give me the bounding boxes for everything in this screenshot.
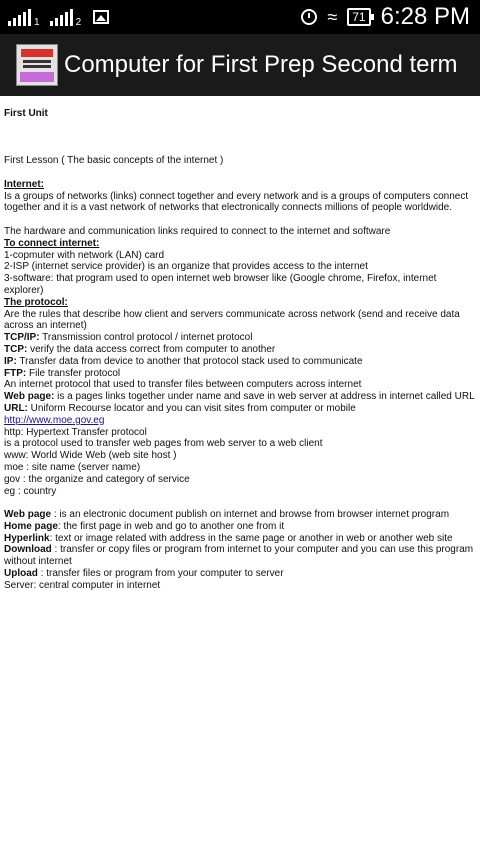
definition-text: : transfer or copy files or program from internet to your computer and you can use this program without internet (4, 544, 474, 568)
list-item: gov : the organize and category of service (4, 473, 190, 485)
definition-term: Hyperlink (4, 532, 50, 544)
list-item: eg : country (4, 485, 57, 497)
definition-line (4, 344, 476, 356)
wifi-icon: ≈ (327, 7, 338, 27)
definition-text: : the first page in web and go to another one from it (57, 520, 285, 532)
internet-heading: Internet: (4, 178, 44, 190)
list-item: moe : site name (server name) (4, 461, 141, 473)
definition-term: IP: (4, 355, 17, 367)
definition-term: Web page (4, 509, 52, 521)
definition-line (4, 368, 476, 380)
definition-line (4, 403, 476, 415)
list-item: 1-copmuter with network (LAN) card (4, 249, 165, 261)
app-logo-icon[interactable] (16, 44, 58, 86)
definition-text: Transmission control protocol / internet protocol (39, 332, 253, 344)
sim2-label: 2 (75, 16, 82, 28)
list-item: 3-software: that program used to open internet web browser like (Google chrome, Firefox, internet explorer) (4, 273, 437, 296)
definition-text: verify the data access correct from computer to another (27, 343, 276, 355)
moe-link[interactable]: http://www.moe.gov.eg (4, 414, 105, 426)
definition-term: Home page (4, 520, 58, 532)
clock-time: 6:28 PM (380, 3, 470, 30)
battery-icon: 71 (347, 8, 370, 26)
definition-text: Uniform Recourse locator and you can visit sites from computer or mobile (27, 402, 356, 414)
sim1-label: 1 (34, 16, 40, 28)
definition-line (4, 356, 476, 368)
definition-term: FTP: (4, 367, 27, 379)
connect-heading: To connect internet: (4, 237, 100, 249)
lesson-title: First Lesson ( The basic concepts of the internet ) (4, 155, 224, 167)
definition-term: TCP: (4, 343, 28, 355)
definition-text: : transfer files or program from your computer to server (37, 568, 284, 580)
image-notification-icon (93, 10, 109, 24)
protocol-definition: Are the rules that describe how client and servers communicate across network (send and receive data across an internet) (4, 308, 460, 332)
definition-text: : is an electronic document publish on internet and browse from browser internet program (51, 509, 450, 521)
status-bar (0, 0, 480, 34)
unit-title: First Unit (4, 108, 48, 119)
definition-line (4, 332, 476, 344)
signal-strength-icon (50, 8, 73, 26)
definition-line (4, 509, 476, 521)
app-title: Computer for First Prep Second term (64, 51, 458, 78)
definition-text: Transfer data from device to another that protocol stack used to communicate (16, 355, 363, 367)
definition-text: is a pages links together under name and save in web server at address in internet called URL (54, 391, 475, 403)
list-item: is a protocol used to transfer web pages from web server to a web client (4, 438, 323, 450)
definition-term: Upload (4, 568, 38, 580)
definition-text: File transfer protocol (26, 367, 121, 379)
definition-line (4, 391, 476, 403)
definition-line (4, 568, 476, 580)
definition-term: Web page: (4, 391, 55, 403)
list-item: www: World Wide Web (web site host ) (4, 450, 177, 462)
server-line: Server: central computer in internet (4, 579, 161, 591)
protocol-heading: The protocol: (4, 296, 68, 308)
hardware-line: The hardware and communication links required to connect to the internet and software (4, 225, 391, 237)
signal-strength-icon (8, 8, 31, 26)
list-item: 2-ISP (internet service provider) is an organize that provides access to the internet (4, 261, 368, 273)
definition-term: URL: (4, 402, 28, 414)
definition-term: TCP/IP: (4, 332, 40, 344)
definition-line (4, 521, 476, 533)
definition-line (4, 544, 476, 568)
internet-definition: Is a groups of networks (links) connect together and every network and is a groups of computers connect together and it is a vast network of networks that electronically connects millions of people worldwide. (4, 190, 469, 214)
definition-line (4, 533, 476, 545)
document-content (0, 96, 480, 592)
list-item: http: Hypertext Transfer protocol (4, 426, 147, 438)
alarm-icon (301, 9, 317, 25)
definition-text: : text or image related with address in the same page or another in web or another web site (49, 532, 453, 544)
definition-term: Download (4, 544, 52, 556)
ftp-description: An internet protocol that used to transfer files between computers across internet (4, 379, 362, 391)
app-bar (0, 34, 480, 96)
